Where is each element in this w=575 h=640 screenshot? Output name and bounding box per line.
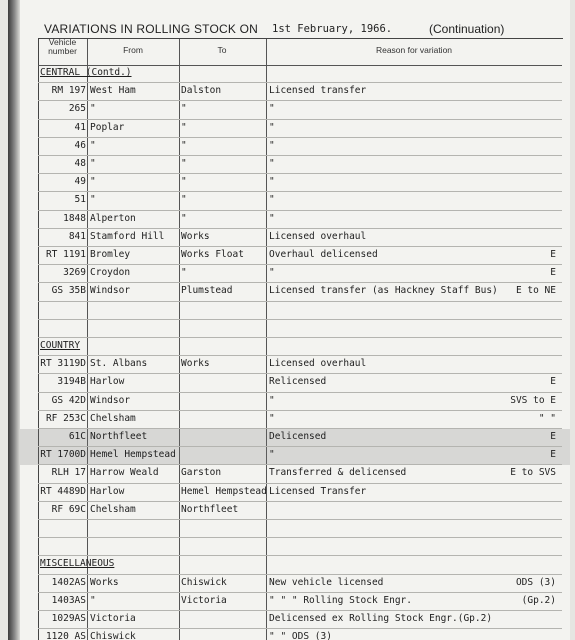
vehicle-number: 3194B: [57, 376, 86, 388]
to-cell: ": [181, 267, 187, 279]
row-divider: [38, 210, 562, 211]
change-code: E: [550, 249, 556, 260]
to-cell: Dalston: [181, 85, 222, 97]
change-code: E: [550, 267, 556, 279]
to-cell: Victoria: [181, 594, 227, 606]
section-heading: COUNTRY: [40, 340, 81, 351]
row-divider: [38, 228, 562, 229]
header-divider: [38, 65, 562, 66]
reason-cell: ": [269, 394, 275, 406]
from-cell: Hemel Hempstead: [90, 449, 176, 461]
reason-cell: Licensed transfer: [269, 85, 367, 97]
row-divider: [38, 301, 562, 302]
vehicle-number: 61C: [68, 431, 86, 442]
to-cell: Works: [181, 230, 210, 242]
change-code: E: [550, 376, 556, 388]
row-divider: [38, 555, 562, 556]
vehicle-number: 49: [74, 176, 86, 188]
to-cell: Northfleet: [181, 503, 239, 515]
to-cell: ": [181, 176, 187, 188]
row-divider: [38, 337, 562, 338]
from-cell: Harlow: [90, 376, 125, 388]
change-code: SVS to E: [510, 394, 556, 406]
reason-cell: ": [269, 194, 275, 206]
row-divider: [38, 464, 562, 465]
reason-cell: " " ODS (3): [269, 631, 332, 640]
change-code: E: [550, 431, 556, 442]
row-divider: [38, 574, 562, 575]
reason-cell: ": [269, 121, 275, 133]
to-cell: Garston: [181, 467, 222, 479]
change-code: (Gp.2): [521, 594, 556, 606]
to-cell: Chiswick: [181, 576, 227, 588]
section-heading: MISCELLANEOUS: [40, 558, 115, 570]
vehicle-number: GS 35B: [51, 285, 86, 297]
reason-cell: Delicensed ex Rolling Stock Engr.(Gp.2): [269, 613, 493, 624]
from-cell: Alperton: [90, 212, 136, 224]
reason-cell: ": [269, 139, 275, 151]
reason-cell: ": [269, 212, 275, 224]
row-divider: [38, 628, 562, 629]
row-divider: [38, 100, 562, 101]
from-cell: Croydon: [90, 267, 131, 279]
reason-cell: Transferred & delicensed: [269, 467, 407, 479]
change-code: ODS (3): [515, 576, 556, 588]
from-cell: Chelsham: [90, 412, 136, 424]
reason-cell: Overhaul delicensed: [269, 249, 378, 260]
reason-cell: Licensed transfer (as Hackney Staff Bus): [269, 285, 498, 297]
row-divider: [38, 501, 562, 502]
reason-cell: Licensed overhaul: [269, 358, 367, 370]
row-divider: [38, 519, 562, 520]
reason-cell: ": [269, 103, 275, 115]
reason-cell: Delicensed: [269, 431, 327, 442]
vehicle-number: RF 69C: [51, 503, 86, 515]
row-divider: [38, 592, 562, 593]
to-cell: ": [181, 212, 187, 224]
section-heading: CENTRAL (Contd.): [40, 67, 132, 78]
from-cell: Northfleet: [90, 431, 148, 442]
title-continuation: (Continuation): [429, 22, 505, 36]
vehicle-number: RF 253C: [45, 412, 86, 424]
vehicle-number: GS 42D: [51, 394, 86, 406]
from-cell: Works: [90, 576, 119, 588]
vehicle-number: 841: [68, 230, 86, 242]
from-cell: ": [90, 103, 96, 115]
col-header-reason: Reason for variation: [375, 45, 453, 55]
document-title: [44, 22, 505, 36]
col-header-vehicle: [39, 38, 86, 65]
row-divider: [38, 246, 562, 247]
reason-cell: Licensed overhaul: [269, 230, 367, 242]
change-code: " ": [538, 412, 556, 424]
row-divider: [38, 355, 562, 356]
vehicle-number: 1120 AS: [45, 631, 86, 640]
vehicle-number: RM 197: [51, 85, 86, 97]
row-divider: [38, 319, 562, 320]
row-divider: [38, 610, 562, 611]
reason-cell: ": [269, 267, 275, 279]
from-cell: Poplar: [90, 121, 125, 133]
from-cell: ": [90, 594, 96, 606]
row-divider: [38, 282, 562, 283]
title-text: VARIATIONS IN ROLLING STOCK ON: [44, 22, 259, 36]
change-code: E to NE: [515, 285, 556, 297]
vehicle-number: 3269: [63, 267, 86, 279]
vehicle-number: RT 4489D: [40, 485, 86, 497]
vehicle-number: 1402AS: [51, 576, 86, 588]
from-cell: ": [90, 158, 96, 169]
to-cell: Works: [181, 358, 210, 370]
vehicle-number: 1029AS: [51, 613, 86, 624]
col-header-to: To: [217, 45, 227, 55]
to-cell: ": [181, 103, 187, 115]
from-cell: Bromley: [90, 249, 131, 260]
vehicle-number: 41: [74, 121, 86, 133]
from-cell: Harlow: [90, 485, 125, 497]
reason-cell: Licensed Transfer: [269, 485, 367, 497]
col-header-from: From: [123, 45, 143, 55]
vehicle-number: 48: [74, 158, 86, 169]
row-divider: [38, 264, 562, 265]
to-cell: ": [181, 139, 187, 151]
row-divider: [38, 155, 562, 156]
to-cell: Hemel Hempstead: [181, 485, 267, 497]
vehicle-number: 51: [74, 194, 86, 206]
vehicle-number: 46: [74, 139, 86, 151]
change-code: E: [550, 449, 556, 461]
reason-cell: " " " Rolling Stock Engr.: [269, 594, 412, 606]
row-divider: [38, 410, 562, 411]
from-cell: Stamford Hill: [90, 230, 165, 242]
vehicle-number: 265: [68, 103, 86, 115]
from-cell: Victoria: [90, 613, 136, 624]
reason-cell: ": [269, 176, 275, 188]
from-cell: ": [90, 194, 96, 206]
vehicle-number: 1848: [63, 212, 86, 224]
from-cell: Chelsham: [90, 503, 136, 515]
row-divider: [38, 173, 562, 174]
col-header-vehicle-text: Vehicle number: [48, 37, 77, 57]
to-cell: ": [181, 121, 187, 133]
to-cell: Works Float: [181, 249, 244, 260]
row-divider: [38, 373, 562, 374]
from-cell: ": [90, 139, 96, 151]
vehicle-number: RT 1191: [45, 249, 86, 260]
from-cell: Harrow Weald: [90, 467, 159, 479]
row-divider: [38, 82, 562, 83]
to-cell: Plumstead: [181, 285, 233, 297]
vehicle-number: RT 3119D: [40, 358, 86, 370]
from-cell: Windsor: [90, 394, 131, 406]
from-cell: West Ham: [90, 85, 136, 97]
vehicle-number: RLH 17: [51, 467, 86, 479]
row-divider: [38, 537, 562, 538]
row-divider: [38, 191, 562, 192]
from-cell: St. Albans: [90, 358, 148, 370]
reason-cell: New vehicle licensed: [269, 576, 384, 588]
from-cell: Chiswick: [90, 631, 136, 640]
vehicle-number: RT 1700D: [40, 449, 86, 461]
row-divider: [38, 119, 562, 120]
scan-edge-shadow: [8, 0, 20, 640]
vehicle-number: 1403AS: [51, 594, 86, 606]
reason-cell: Relicensed: [269, 376, 327, 388]
from-cell: ": [90, 176, 96, 188]
to-cell: ": [181, 194, 187, 206]
reason-cell: ": [269, 412, 275, 424]
change-code: E to SVS: [510, 467, 556, 479]
reason-cell: ": [269, 158, 275, 169]
reason-cell: ": [269, 449, 275, 461]
from-cell: Windsor: [90, 285, 131, 297]
title-date: 1st February, 1966.: [272, 23, 393, 35]
to-cell: ": [181, 158, 187, 169]
row-divider: [38, 137, 562, 138]
row-divider: [38, 483, 562, 484]
document-page: [8, 0, 570, 640]
row-divider: [38, 392, 562, 393]
